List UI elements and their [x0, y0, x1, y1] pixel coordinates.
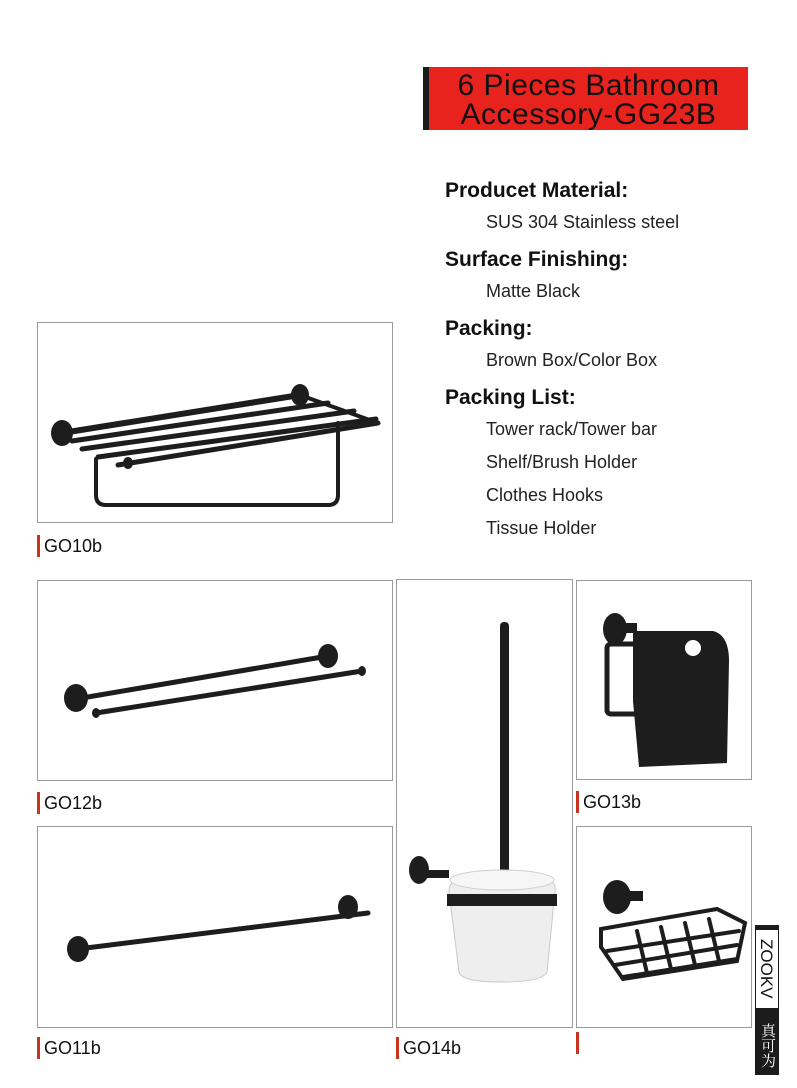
material-value: SUS 304 Stainless steel [486, 212, 680, 232]
packing-list-item: Clothes Hooks [486, 485, 604, 505]
title-banner [423, 67, 748, 130]
label-go13b: GO13b [576, 791, 641, 813]
single-towel-bar-image [38, 827, 394, 1029]
brand-logo-chinese: 真可为 [759, 1022, 776, 1068]
soap-basket-image [577, 827, 753, 1029]
product-box-soap-basket [576, 826, 752, 1028]
label-go10b: GO10b [37, 535, 102, 557]
double-towel-bar-image [38, 581, 394, 782]
packing-value: Brown Box/Color Box [486, 350, 658, 370]
label-go11b: GO11b [37, 1037, 101, 1059]
tissue-holder-image [577, 581, 753, 781]
packing-list-item: Tower rack/Tower bar [486, 419, 658, 439]
finish-heading: Surface Finishing: [445, 248, 629, 271]
product-box-go10b [37, 322, 393, 523]
finish-value: Matte Black [486, 281, 581, 301]
packing-list-item: Shelf/Brush Holder [486, 452, 638, 472]
product-box-go13b [576, 580, 752, 780]
material-heading: Producet Material: [445, 179, 629, 202]
product-box-go14b [396, 579, 573, 1028]
product-box-go11b [37, 826, 393, 1028]
label-soap-basket [576, 1032, 583, 1054]
toilet-brush-image [397, 580, 574, 1029]
brand-logo-latin: ZOOKV [755, 929, 779, 1009]
banner-line-2: Accessory-GG23B [460, 98, 717, 131]
packing-list-item: Tissue Holder [486, 518, 597, 538]
towel-rack-image [38, 323, 394, 524]
brand-strip [755, 925, 779, 1075]
packing-heading: Packing: [445, 317, 533, 340]
banner-line-1: 6 Pieces Bathroom [457, 69, 720, 102]
packing-list-heading: Packing List: [445, 386, 576, 409]
label-go12b: GO12b [37, 792, 102, 814]
product-box-go12b [37, 580, 393, 781]
spec-block [445, 176, 765, 545]
label-go14b: GO14b [396, 1037, 461, 1059]
